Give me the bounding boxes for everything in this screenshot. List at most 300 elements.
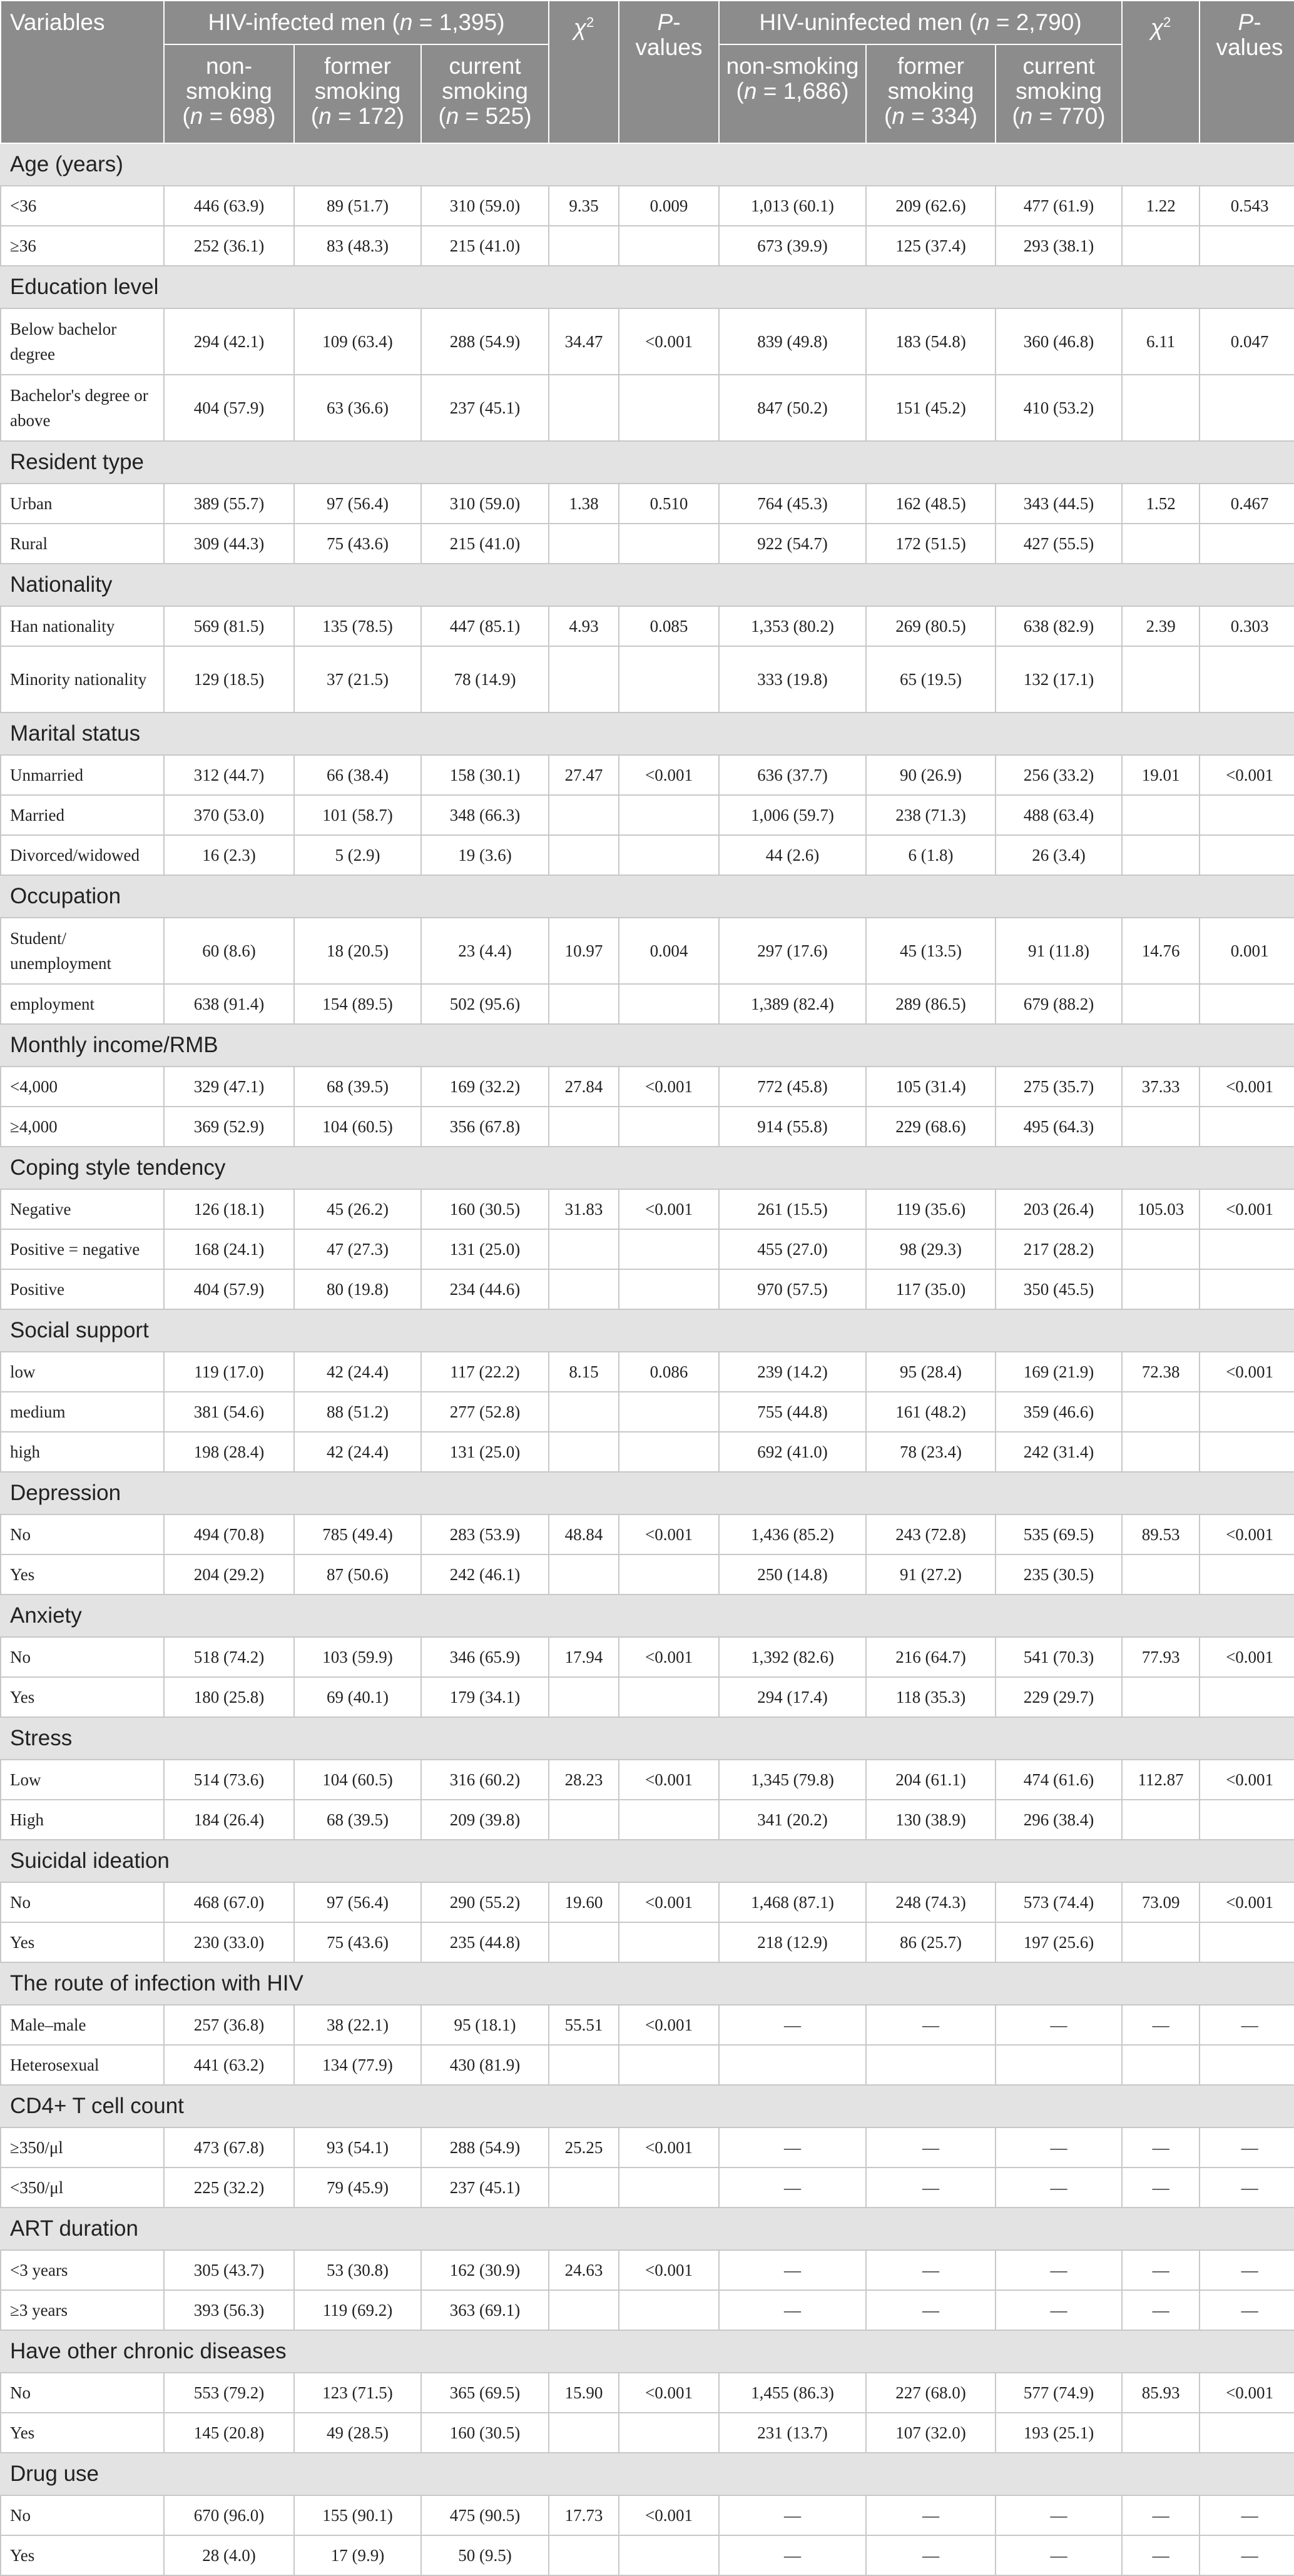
- table-cell: 6.11: [1122, 308, 1200, 375]
- table-cell: 193 (25.1): [996, 2413, 1122, 2453]
- table-cell: 19.01: [1122, 755, 1200, 795]
- table-cell: 28.23: [549, 1760, 619, 1800]
- table-group-row: [1, 2085, 1294, 2127]
- hiv-current-smoking-header: current smoking (n = 525): [421, 44, 549, 143]
- table-row: [1, 606, 1294, 646]
- table-cell: [1122, 646, 1200, 712]
- table-cell: [1200, 1677, 1294, 1717]
- table-cell: 250 (14.8): [719, 1554, 866, 1595]
- table-row: [1, 1882, 1294, 1922]
- table-cell: 87 (50.6): [294, 1554, 421, 1595]
- table-cell: 38 (22.1): [294, 2005, 421, 2045]
- table-cell: 446 (63.9): [164, 186, 294, 226]
- chi-square-header-uninf: [1122, 1, 1200, 143]
- table-cell: 23 (4.4): [421, 918, 549, 984]
- table-cell: 75 (43.6): [294, 1922, 421, 1962]
- subhead-n-var: n: [892, 103, 905, 129]
- table-cell: [549, 646, 619, 712]
- p-italic: P: [657, 9, 673, 35]
- table-cell: [549, 1392, 619, 1432]
- table-cell: 162 (48.5): [866, 484, 996, 524]
- table-cell: 95 (28.4): [866, 1352, 996, 1392]
- table-cell: 27.47: [549, 755, 619, 795]
- subhead-n-var: n: [318, 103, 332, 129]
- table-cell: 230 (33.0): [164, 1922, 294, 1962]
- table-cell: 95 (18.1): [421, 2005, 549, 2045]
- table-cell: [1122, 1800, 1200, 1840]
- subhead-n-var: n: [446, 103, 459, 129]
- table-cell: [619, 375, 719, 441]
- table-cell: 1.52: [1122, 484, 1200, 524]
- table-cell: —: [719, 2168, 866, 2208]
- table-cell: 1,353 (80.2): [719, 606, 866, 646]
- subhead-label: non-smoking: [726, 53, 859, 79]
- table-group-row: [1, 875, 1294, 918]
- table-cell: 346 (65.9): [421, 1637, 549, 1677]
- table-row: [1, 226, 1294, 266]
- row-label: Married: [1, 795, 164, 835]
- table-cell: [619, 524, 719, 564]
- table-cell: 119 (69.2): [294, 2290, 421, 2330]
- row-label: Minority nationality: [1, 646, 164, 712]
- table-row: [1, 1677, 1294, 1717]
- p-values-header-uninf: [1200, 1, 1294, 143]
- table-cell: 764 (45.3): [719, 484, 866, 524]
- table-cell: [549, 1554, 619, 1595]
- table-row: [1, 1189, 1294, 1229]
- table-row: [1, 795, 1294, 835]
- table-cell: 350 (45.5): [996, 1269, 1122, 1309]
- table-cell: —: [1122, 2535, 1200, 2575]
- row-label: low: [1, 1352, 164, 1392]
- table-cell: [1200, 1800, 1294, 1840]
- table-cell: 119 (35.6): [866, 1189, 996, 1229]
- table-cell: 289 (86.5): [866, 984, 996, 1024]
- hiv-nonsmoking-header: non-smoking (n = 698): [164, 44, 294, 143]
- table-cell: [1122, 1677, 1200, 1717]
- table-cell: 0.543: [1200, 186, 1294, 226]
- row-label: ≥36: [1, 226, 164, 266]
- table-cell: 0.009: [619, 186, 719, 226]
- table-cell: 83 (48.3): [294, 226, 421, 266]
- table-cell: 638 (82.9): [996, 606, 1122, 646]
- table-cell: 0.086: [619, 1352, 719, 1392]
- table-cell: <0.001: [619, 1760, 719, 1800]
- table-cell: [619, 1800, 719, 1840]
- table-cell: <0.001: [619, 2250, 719, 2290]
- table-cell: [1200, 1432, 1294, 1472]
- table-cell: 2.39: [1122, 606, 1200, 646]
- table-row: [1, 1269, 1294, 1309]
- table-cell: —: [866, 2535, 996, 2575]
- table-cell: 404 (57.9): [164, 375, 294, 441]
- table-cell: 168 (24.1): [164, 1229, 294, 1269]
- table-cell: [619, 226, 719, 266]
- table-cell: 922 (54.7): [719, 524, 866, 564]
- table-cell: 329 (47.1): [164, 1067, 294, 1107]
- table-cell: <0.001: [1200, 755, 1294, 795]
- table-group-row: [1, 1309, 1294, 1352]
- table-cell: 294 (42.1): [164, 308, 294, 375]
- table-cell: [1122, 2413, 1200, 2453]
- table-cell: 218 (12.9): [719, 1922, 866, 1962]
- subhead-n-val: = 172): [331, 103, 405, 129]
- table-cell: 0.004: [619, 918, 719, 984]
- table-group-row: [1, 2208, 1294, 2250]
- table-cell: [619, 1554, 719, 1595]
- table-cell: 130 (38.9): [866, 1800, 996, 1840]
- table-cell: 404 (57.9): [164, 1269, 294, 1309]
- group-label: Suicidal ideation: [1, 1840, 1294, 1882]
- p-rest: -values: [1216, 9, 1283, 60]
- table-cell: 389 (55.7): [164, 484, 294, 524]
- table-cell: 93 (54.1): [294, 2127, 421, 2168]
- table-cell: 17.73: [549, 2495, 619, 2535]
- table-row: [1, 984, 1294, 1024]
- row-label: Divorced/widowed: [1, 835, 164, 875]
- table-cell: <0.001: [1200, 2373, 1294, 2413]
- table-cell: [1122, 1229, 1200, 1269]
- table-cell: [549, 1800, 619, 1840]
- table-cell: 217 (28.2): [996, 1229, 1122, 1269]
- table-cell: —: [866, 2005, 996, 2045]
- table-cell: 45 (26.2): [294, 1189, 421, 1229]
- table-cell: —: [996, 2535, 1122, 2575]
- subhead-n-val: = 334): [904, 103, 978, 129]
- table-cell: 88 (51.2): [294, 1392, 421, 1432]
- table-cell: <0.001: [1200, 1637, 1294, 1677]
- row-label: ≥350/μl: [1, 2127, 164, 2168]
- row-label: Rural: [1, 524, 164, 564]
- table-cell: 160 (30.5): [421, 1189, 549, 1229]
- row-label: Bachelor's degree or above: [1, 375, 164, 441]
- table-cell: <0.001: [619, 2373, 719, 2413]
- table-row: [1, 2373, 1294, 2413]
- table-cell: 237 (45.1): [421, 375, 549, 441]
- table-cell: 179 (34.1): [421, 1677, 549, 1717]
- table-cell: 252 (36.1): [164, 226, 294, 266]
- subhead-n-val: = 770): [1032, 103, 1106, 129]
- table-cell: 45 (13.5): [866, 918, 996, 984]
- row-label: Yes: [1, 1554, 164, 1595]
- row-label: No: [1, 1514, 164, 1554]
- table-cell: 131 (25.0): [421, 1229, 549, 1269]
- group-label: CD4+ T cell count: [1, 2085, 1294, 2127]
- table-cell: 1,345 (79.8): [719, 1760, 866, 1800]
- table-cell: 48.84: [549, 1514, 619, 1554]
- table-cell: 161 (48.2): [866, 1392, 996, 1432]
- table-row: [1, 2535, 1294, 2575]
- chi-square-header-hiv: [549, 1, 619, 143]
- table-cell: [549, 835, 619, 875]
- table-cell: 17 (9.9): [294, 2535, 421, 2575]
- table-cell: <0.001: [1200, 1189, 1294, 1229]
- table-cell: [1200, 226, 1294, 266]
- row-label: Han nationality: [1, 606, 164, 646]
- table-cell: 25.25: [549, 2127, 619, 2168]
- table-cell: 119 (17.0): [164, 1352, 294, 1392]
- row-label: Male–male: [1, 2005, 164, 2045]
- table-cell: 209 (39.8): [421, 1800, 549, 1840]
- table-cell: 158 (30.1): [421, 755, 549, 795]
- table-cell: [549, 2413, 619, 2453]
- table-cell: —: [719, 2005, 866, 2045]
- table-cell: 1,392 (82.6): [719, 1637, 866, 1677]
- table-cell: [1122, 835, 1200, 875]
- table-cell: 78 (23.4): [866, 1432, 996, 1472]
- table-cell: 91 (27.2): [866, 1554, 996, 1595]
- table-cell: 16 (2.3): [164, 835, 294, 875]
- table-cell: [1122, 375, 1200, 441]
- table-cell: 283 (53.9): [421, 1514, 549, 1554]
- table-cell: 42 (24.4): [294, 1432, 421, 1472]
- row-label: Yes: [1, 1922, 164, 1962]
- p-italic: P: [1238, 9, 1254, 35]
- row-label: Negative: [1, 1189, 164, 1229]
- table-row: [1, 524, 1294, 564]
- hiv-group-n-var: n: [399, 9, 413, 35]
- table-row: [1, 2005, 1294, 2045]
- table-group-row: [1, 143, 1294, 186]
- group-label: Anxiety: [1, 1595, 1294, 1637]
- table-cell: 235 (30.5): [996, 1554, 1122, 1595]
- table-cell: 151 (45.2): [866, 375, 996, 441]
- table-cell: <0.001: [619, 2495, 719, 2535]
- table-cell: 60 (8.6): [164, 918, 294, 984]
- table-cell: [549, 226, 619, 266]
- table-cell: 242 (31.4): [996, 1432, 1122, 1472]
- table-row: [1, 2045, 1294, 2085]
- table-cell: 1,468 (87.1): [719, 1882, 866, 1922]
- table-cell: 447 (85.1): [421, 606, 549, 646]
- table-cell: [619, 2535, 719, 2575]
- table-cell: 673 (39.9): [719, 226, 866, 266]
- group-label: Resident type: [1, 441, 1294, 484]
- chi-symbol: χ: [1150, 14, 1164, 41]
- table-cell: 1,013 (60.1): [719, 186, 866, 226]
- table-cell: 441 (63.2): [164, 2045, 294, 2085]
- table-cell: [619, 1677, 719, 1717]
- table-cell: 203 (26.4): [996, 1189, 1122, 1229]
- table-body: [1, 143, 1294, 2575]
- table-cell: 0.510: [619, 484, 719, 524]
- table-cell: [1200, 375, 1294, 441]
- table-cell: 73.09: [1122, 1882, 1200, 1922]
- table-cell: 343 (44.5): [996, 484, 1122, 524]
- table-cell: 105.03: [1122, 1189, 1200, 1229]
- table-cell: 154 (89.5): [294, 984, 421, 1024]
- table-cell: 755 (44.8): [719, 1392, 866, 1432]
- table-cell: 4.93: [549, 606, 619, 646]
- table-cell: [1200, 646, 1294, 712]
- group-label: Have other chronic diseases: [1, 2330, 1294, 2373]
- table-cell: 209 (62.6): [866, 186, 996, 226]
- table-cell: 169 (21.9): [996, 1352, 1122, 1392]
- table-cell: 297 (17.6): [719, 918, 866, 984]
- table-cell: 1.38: [549, 484, 619, 524]
- table-cell: [619, 646, 719, 712]
- table-cell: —: [719, 2290, 866, 2330]
- table-cell: 261 (15.5): [719, 1189, 866, 1229]
- table-row: [1, 1554, 1294, 1595]
- uninf-group-prefix: HIV-uninfected men (: [759, 9, 977, 35]
- table-cell: <0.001: [1200, 1514, 1294, 1554]
- row-label: ≥4,000: [1, 1107, 164, 1147]
- table-cell: [1122, 1432, 1200, 1472]
- table-cell: 37.33: [1122, 1067, 1200, 1107]
- table-cell: 17.94: [549, 1637, 619, 1677]
- table-row: [1, 1760, 1294, 1800]
- table-cell: 229 (29.7): [996, 1677, 1122, 1717]
- table-cell: 455 (27.0): [719, 1229, 866, 1269]
- table-cell: —: [996, 2495, 1122, 2535]
- table-row: [1, 1637, 1294, 1677]
- table-cell: 101 (58.7): [294, 795, 421, 835]
- subhead-n-val: = 698): [203, 103, 276, 129]
- table-cell: [1122, 1922, 1200, 1962]
- table-cell: 44 (2.6): [719, 835, 866, 875]
- table-cell: [619, 1229, 719, 1269]
- table-cell: <0.001: [1200, 1067, 1294, 1107]
- row-label: High: [1, 1800, 164, 1840]
- table-cell: [549, 795, 619, 835]
- table-group-row: [1, 1962, 1294, 2005]
- table-cell: 360 (46.8): [996, 308, 1122, 375]
- uninf-current-smoking-header: current smoking (n = 770): [996, 44, 1122, 143]
- table-cell: 248 (74.3): [866, 1882, 996, 1922]
- table-cell: [1200, 1554, 1294, 1595]
- table-cell: 112.87: [1122, 1760, 1200, 1800]
- table-row: [1, 918, 1294, 984]
- table-cell: 80 (19.8): [294, 1269, 421, 1309]
- table-cell: 785 (49.4): [294, 1514, 421, 1554]
- subhead-label: former smoking: [887, 53, 974, 104]
- table-cell: [1200, 2045, 1294, 2085]
- table-cell: 97 (56.4): [294, 1882, 421, 1922]
- table-cell: 134 (77.9): [294, 2045, 421, 2085]
- table-cell: 47 (27.3): [294, 1229, 421, 1269]
- table-cell: [1122, 2045, 1200, 2085]
- table-cell: 204 (61.1): [866, 1760, 996, 1800]
- table-cell: <0.001: [619, 1189, 719, 1229]
- table-cell: [1200, 2413, 1294, 2453]
- table-cell: 474 (61.6): [996, 1760, 1122, 1800]
- table-cell: [619, 2290, 719, 2330]
- table-cell: <0.001: [1200, 1882, 1294, 1922]
- table-cell: 85.93: [1122, 2373, 1200, 2413]
- table-cell: [619, 835, 719, 875]
- table-row: [1, 1800, 1294, 1840]
- table-cell: —: [1200, 2250, 1294, 2290]
- table-cell: —: [1200, 2535, 1294, 2575]
- table-cell: 78 (14.9): [421, 646, 549, 712]
- table-cell: [549, 1269, 619, 1309]
- table-cell: 126 (18.1): [164, 1189, 294, 1229]
- table-cell: [1122, 1107, 1200, 1147]
- table-cell: 293 (38.1): [996, 226, 1122, 266]
- table-cell: [996, 2045, 1122, 2085]
- table-cell: —: [996, 2127, 1122, 2168]
- table-cell: 89 (51.7): [294, 186, 421, 226]
- row-label: medium: [1, 1392, 164, 1432]
- subhead-label: current smoking: [442, 53, 528, 104]
- table-group-row: [1, 2453, 1294, 2495]
- table-cell: 381 (54.6): [164, 1392, 294, 1432]
- table-cell: —: [1122, 2290, 1200, 2330]
- table-cell: 215 (41.0): [421, 524, 549, 564]
- row-label: Yes: [1, 2413, 164, 2453]
- table-row: [1, 1067, 1294, 1107]
- table-row: [1, 2168, 1294, 2208]
- table-cell: 316 (60.2): [421, 1760, 549, 1800]
- table-cell: —: [996, 2005, 1122, 2045]
- table-cell: 98 (29.3): [866, 1229, 996, 1269]
- table-cell: 502 (95.6): [421, 984, 549, 1024]
- hiv-uninfected-group-header: [719, 1, 1122, 44]
- row-label: Yes: [1, 2535, 164, 2575]
- table-cell: 238 (71.3): [866, 795, 996, 835]
- table-cell: 75 (43.6): [294, 524, 421, 564]
- table-cell: 535 (69.5): [996, 1514, 1122, 1554]
- table-group-row: [1, 266, 1294, 308]
- row-label: Low: [1, 1760, 164, 1800]
- table-cell: 410 (53.2): [996, 375, 1122, 441]
- chi-sup: 2: [586, 14, 594, 30]
- table-cell: 50 (9.5): [421, 2535, 549, 2575]
- table-cell: 66 (38.4): [294, 755, 421, 795]
- variables-header: [1, 1, 164, 143]
- table-cell: —: [1200, 2005, 1294, 2045]
- table-cell: 79 (45.9): [294, 2168, 421, 2208]
- table-group-row: [1, 1840, 1294, 1882]
- table-cell: 69 (40.1): [294, 1677, 421, 1717]
- table-cell: [1200, 524, 1294, 564]
- table-cell: 68 (39.5): [294, 1800, 421, 1840]
- table-cell: 225 (32.2): [164, 2168, 294, 2208]
- table-cell: —: [1122, 2005, 1200, 2045]
- table-group-row: [1, 1472, 1294, 1514]
- table-cell: 145 (20.8): [164, 2413, 294, 2453]
- uninf-group-n-var: n: [976, 9, 990, 35]
- table-cell: 239 (14.2): [719, 1352, 866, 1392]
- table-cell: 37 (21.5): [294, 646, 421, 712]
- table-cell: [1200, 795, 1294, 835]
- table-cell: 15.90: [549, 2373, 619, 2413]
- table-cell: 14.76: [1122, 918, 1200, 984]
- group-label: Nationality: [1, 564, 1294, 606]
- table-cell: [1122, 984, 1200, 1024]
- table-cell: 296 (38.4): [996, 1800, 1122, 1840]
- table-cell: —: [1200, 2127, 1294, 2168]
- table-cell: —: [866, 2290, 996, 2330]
- table-cell: [619, 2168, 719, 2208]
- table-cell: 692 (41.0): [719, 1432, 866, 1472]
- table-cell: 160 (30.5): [421, 2413, 549, 2453]
- table-cell: 131 (25.0): [421, 1432, 549, 1472]
- table-cell: 90 (26.9): [866, 755, 996, 795]
- table-cell: 970 (57.5): [719, 1269, 866, 1309]
- table-cell: 231 (13.7): [719, 2413, 866, 2453]
- table-cell: 679 (88.2): [996, 984, 1122, 1024]
- table-cell: [619, 984, 719, 1024]
- group-label: Marital status: [1, 712, 1294, 755]
- table-cell: 31.83: [549, 1189, 619, 1229]
- table-cell: 0.047: [1200, 308, 1294, 375]
- table-cell: [549, 1229, 619, 1269]
- table-cell: [549, 1432, 619, 1472]
- table-row: [1, 484, 1294, 524]
- table-cell: [549, 2290, 619, 2330]
